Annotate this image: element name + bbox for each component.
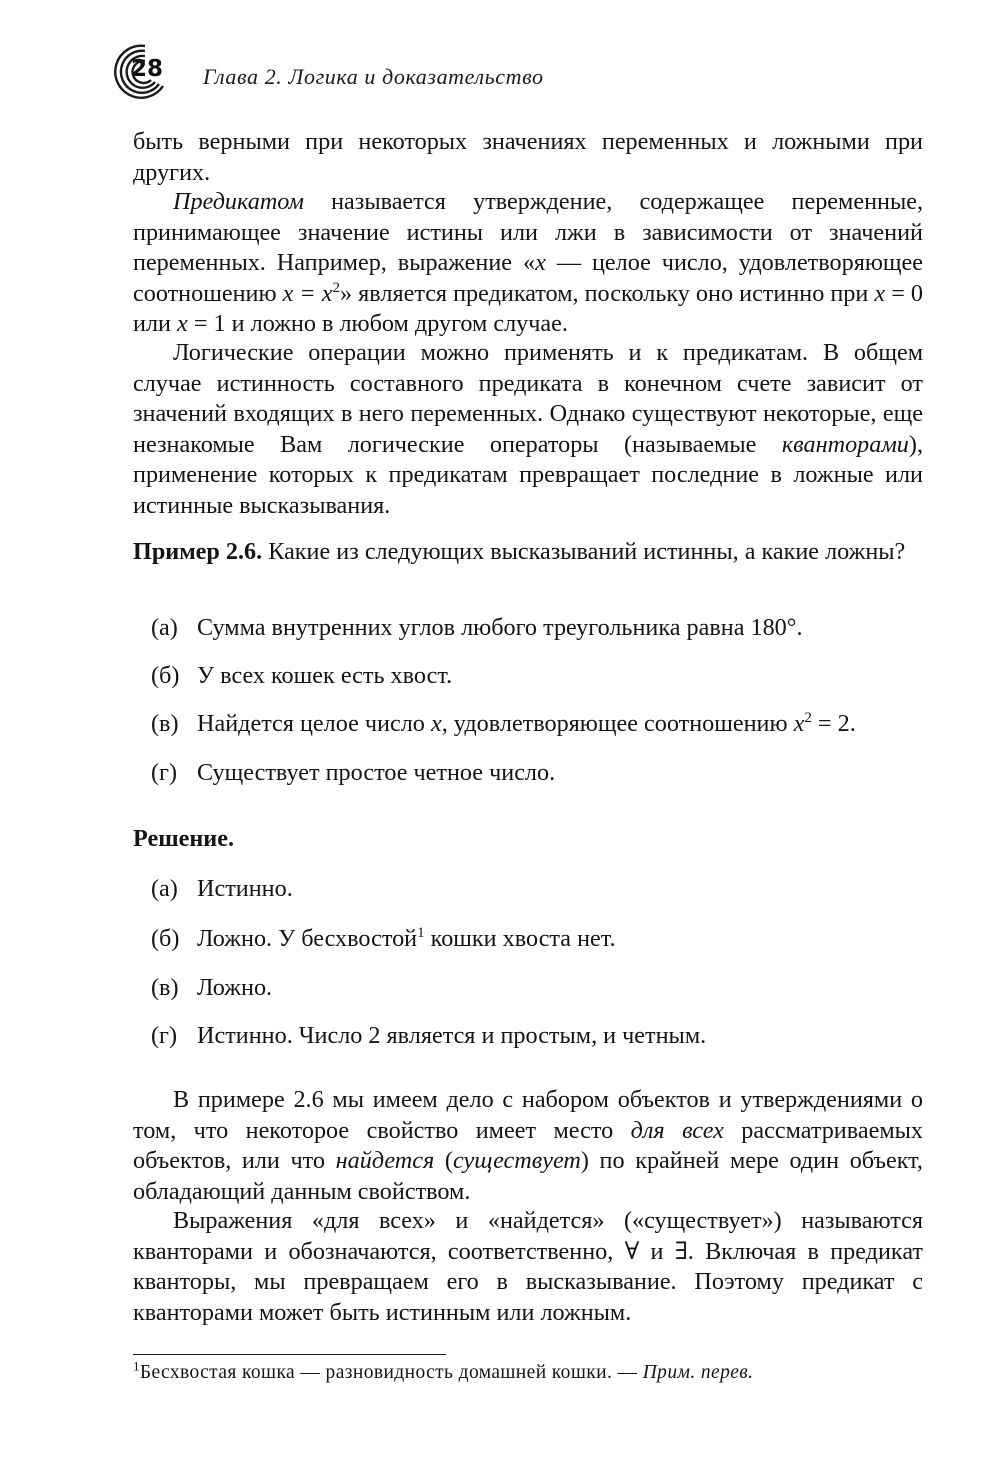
item-label: (а)	[151, 614, 178, 641]
item-text: Истинно. Число 2 является и простым, и четным.	[197, 1022, 707, 1049]
solution-heading	[133, 824, 923, 855]
math-var: x	[430, 710, 442, 737]
paragraph-text: (	[434, 1147, 453, 1174]
paragraph-text: быть верными при некоторых значениях переменных и ложными при других.	[133, 128, 923, 186]
chapter-title: Глава 2. Логика и доказательство	[203, 64, 544, 89]
math-var: x	[874, 279, 886, 307]
paragraph-text: ) по крайней мере один объект, обладающий данным свойством.	[133, 1147, 923, 1205]
paragraph-text: рассматриваемых объектов, или что	[133, 1116, 923, 1174]
paragraph-text: В примере 2.6 мы имеем дело с набором объектов и утверждениями о том, что некоторое свойство имеет место	[133, 1086, 923, 1144]
math-superscript: 2	[332, 279, 341, 296]
item-label: (в)	[151, 974, 179, 1001]
item-text: Ложно. У бесхвостой	[197, 925, 418, 952]
item-label: (б)	[151, 662, 180, 689]
footnote-emphasis: Прим. перев.	[642, 1362, 754, 1383]
example-label: Пример 2.6.	[133, 538, 263, 565]
list-item	[151, 613, 803, 643]
list-item	[151, 1021, 706, 1051]
emphasis: найдется	[335, 1147, 435, 1174]
paragraph-text: Логические операции можно применять и к предикатам. В общем случае истинность составного предиката в конечном счете зависит от значений входящих в него переменных. Однако существуют некоторые, еще незнакомые Вам логические операторы (называемые	[133, 339, 923, 458]
item-text: Сумма внутренних углов любого треугольника равна 180°.	[197, 614, 803, 641]
list-item	[151, 924, 616, 954]
footnote	[133, 1358, 754, 1384]
term-predicate: Предикатом	[173, 188, 304, 215]
item-text: Ложно.	[197, 974, 273, 1001]
intro-paragraph-3	[133, 338, 923, 521]
intro-paragraph-2	[133, 187, 923, 340]
item-label: (в)	[151, 710, 179, 737]
paragraph-text: Выражения «для всех» и «найдется» («существует») называются кванторами и обозначаются, соответственно, ∀ и ∃. Включая в предикат кванторы, мы превращаем его в высказывание. Поэтому предикат с кванторами может быть истинным или ложным.	[133, 1207, 923, 1326]
list-item	[151, 874, 293, 904]
item-text: кошки хвоста нет.	[424, 925, 616, 952]
term-quantifiers: кванторами	[781, 430, 909, 458]
page-header	[105, 40, 925, 110]
item-text: Найдется целое число	[197, 710, 431, 737]
math-superscript: 2	[804, 709, 812, 726]
intro-paragraph-1	[133, 127, 923, 188]
emphasis: существует	[452, 1147, 581, 1174]
list-item	[151, 661, 452, 691]
paragraph-text: = 0 или	[133, 279, 924, 337]
item-text: = 2.	[811, 710, 856, 737]
math-var: x	[177, 310, 188, 337]
paragraph-text: называется утверждение, содержащее переменные, принимающее значение истины или лжи в зависимости от значений переменных. Например, выражение «	[133, 188, 923, 276]
math-var: x	[793, 710, 805, 737]
item-label: (а)	[151, 875, 178, 902]
item-text: Существует простое четное число.	[197, 759, 556, 786]
emphasis: для всех	[630, 1116, 724, 1144]
item-label: (б)	[151, 925, 180, 952]
paragraph-text: = 1 и ложно в любом другом случае.	[187, 310, 568, 337]
item-text: Истинно.	[197, 875, 293, 902]
item-text: , удовлетворяющее соотношению	[441, 710, 794, 737]
page-number: 28	[131, 56, 164, 82]
footnote-ref: 1	[417, 924, 425, 941]
footnote-mark: 1	[133, 1358, 140, 1374]
outro-paragraph-2	[133, 1206, 923, 1328]
paragraph-text: ), применение которых к предикатам превращает последние в ложные или истинные высказывания.	[133, 430, 923, 519]
math-var: x	[535, 249, 546, 276]
item-label: (г)	[151, 1022, 178, 1049]
footnote-text: Бесхвостая кошка — разновидность домашней кошки. —	[139, 1362, 643, 1383]
list-item	[151, 758, 555, 788]
list-item	[151, 973, 272, 1003]
item-label: (г)	[151, 759, 178, 786]
math-equation: x = x	[282, 279, 333, 307]
footnote-divider	[133, 1354, 446, 1355]
example-statement	[133, 537, 923, 568]
item-text: У всех кошек есть хвост.	[197, 662, 453, 689]
example-text: Какие из следующих высказываний истинны, а какие ложны?	[262, 538, 906, 565]
outro-paragraph-1	[133, 1085, 923, 1207]
list-item	[151, 709, 856, 739]
paragraph-text: — целое число, удовлетворяющее соотношению	[133, 249, 923, 307]
paragraph-text: » является предикатом, поскольку оно истинно при	[340, 279, 875, 307]
solution-title: Решение.	[133, 825, 235, 852]
